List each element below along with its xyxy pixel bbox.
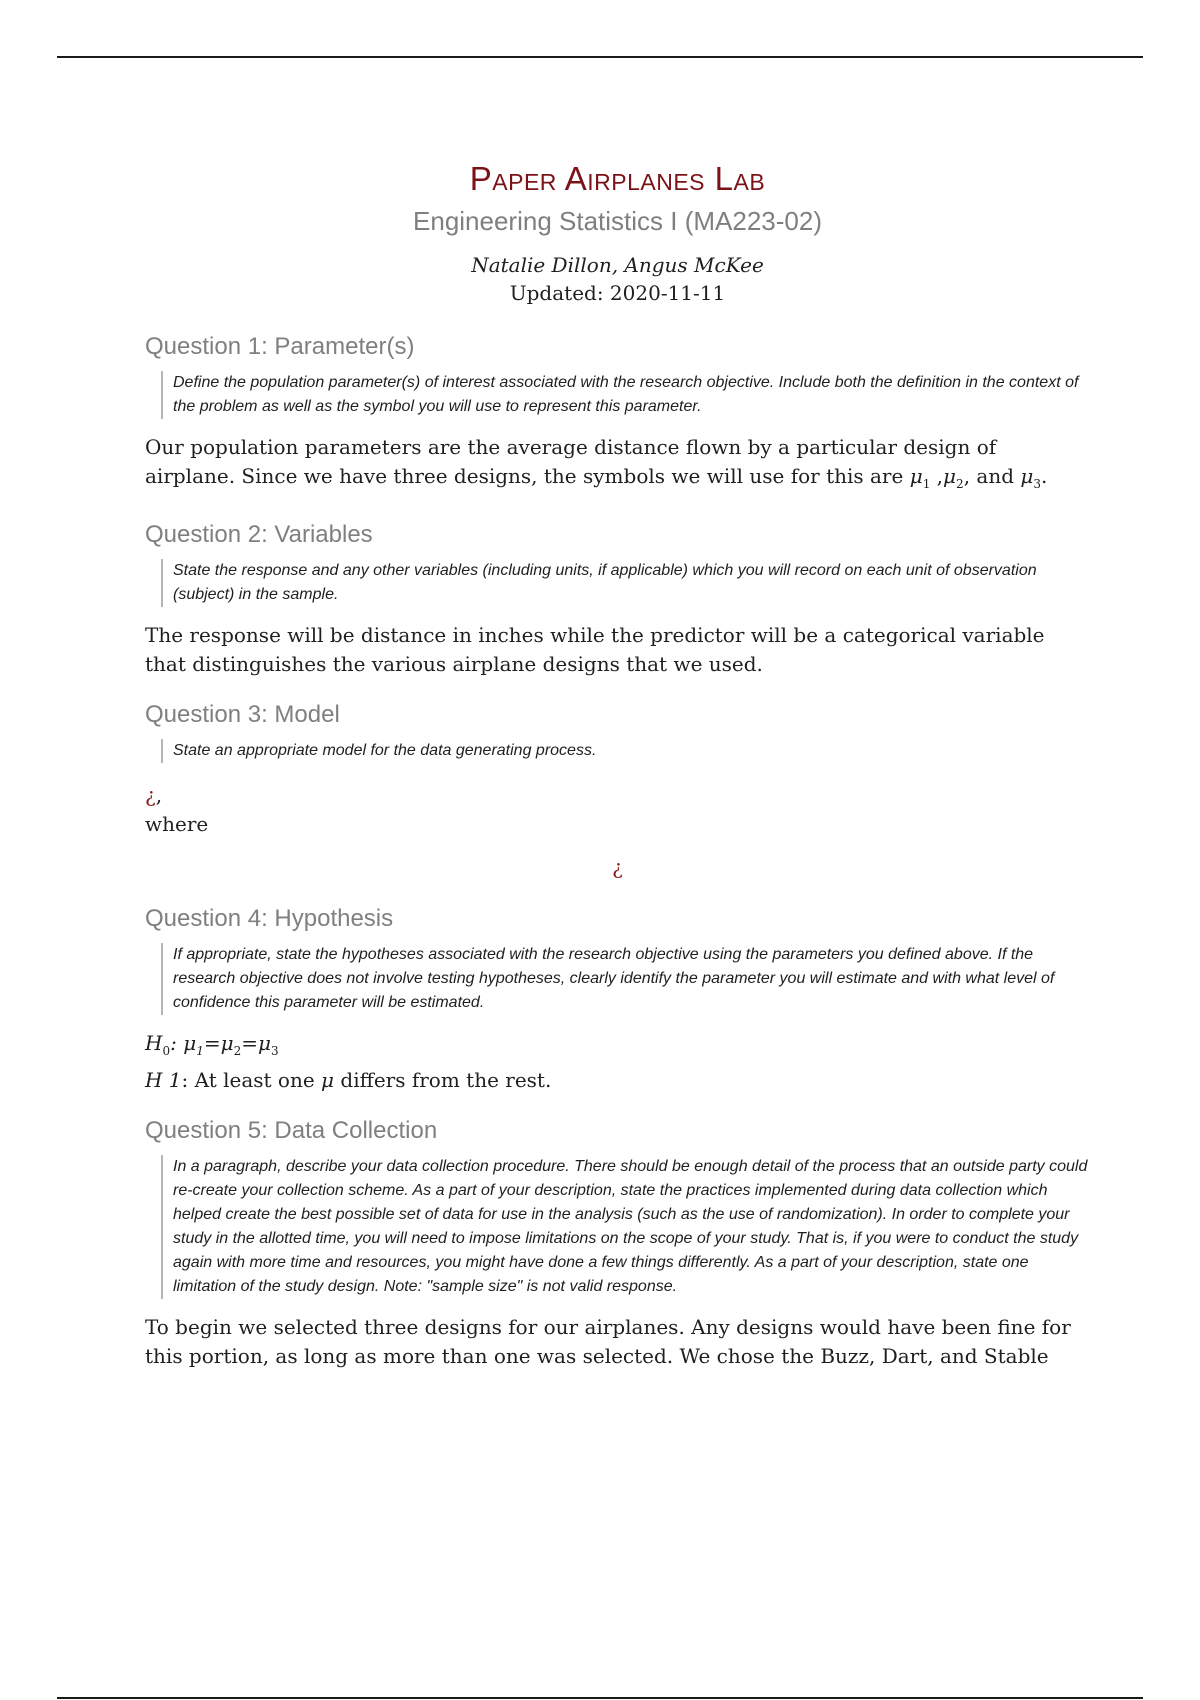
model-comma: , bbox=[155, 783, 163, 807]
bottom-rule bbox=[57, 1697, 1143, 1699]
separator-1: , bbox=[930, 464, 944, 488]
document-title: Paper Airplanes Lab bbox=[469, 160, 766, 197]
question-5-section bbox=[145, 1117, 1090, 1371]
question-2-section bbox=[145, 521, 1090, 679]
separator-2: , and bbox=[963, 464, 1021, 488]
mu-1-symbol: $\mu_1$ bbox=[909, 464, 931, 491]
question-3-where: where bbox=[145, 812, 209, 836]
h0-mu-2: μ bbox=[220, 1031, 234, 1055]
question-1-answer-text: Our population parameters are the average distance flown by a particular design of airplane. Since we have three designs, the symbols we will use for this are bbox=[145, 435, 997, 488]
h0-sub-3: 3 bbox=[271, 1044, 279, 1058]
question-3-section bbox=[145, 701, 1090, 881]
question-2-prompt: State the response and any other variables (including units, if applicable) which you will record on each unit of observation (subject) in the sample. bbox=[161, 559, 1090, 607]
mu-3-symbol: $\mu_3$ bbox=[1020, 464, 1042, 491]
model-placeholder-glyph-2: ¿ bbox=[612, 855, 623, 879]
h0-mu-3: μ bbox=[258, 1031, 271, 1055]
h1-symbol: H 1 bbox=[145, 1068, 182, 1092]
document-authors: Natalie Dillon, Angus McKee bbox=[471, 253, 764, 277]
question-2-answer: The response will be distance in inches while the predictor will be a categorical variable that distinguishes the various airplane designs that we used. bbox=[145, 623, 1045, 676]
question-3-prompt: State an appropriate model for the data generating process. bbox=[161, 739, 1090, 763]
h1-text-a: : At least one bbox=[181, 1068, 322, 1092]
question-5-answer: To begin we selected three designs for our airplanes. Any designs would have been fine for this portion, as long as more than one was selected. We chose the Buzz, Dart, and Stable bbox=[145, 1315, 1071, 1368]
h0-sub-2: 2 bbox=[233, 1044, 242, 1058]
model-placeholder-glyph: ¿ bbox=[145, 783, 156, 807]
mu-2-symbol: $\mu_2$ bbox=[943, 464, 964, 491]
sentence-end: . bbox=[1041, 464, 1048, 488]
question-4-heading: Question 4: Hypothesis bbox=[145, 905, 394, 932]
question-3-heading: Question 3: Model bbox=[145, 701, 340, 728]
question-4-prompt: If appropriate, state the hypotheses associated with the research objective using the parameters you defined above. If the research objective does not involve testing hypotheses, clearly identify the parameter you will estimate and with what level of confidence this parameter will be estimated. bbox=[161, 943, 1090, 1015]
h1-mu: μ bbox=[321, 1068, 335, 1092]
eq-1: = bbox=[203, 1031, 221, 1055]
question-5-prompt: In a paragraph, describe your data collection procedure. There should be enough detail of the process that an outside party could re-create your collection scheme. As a part of your description, state the practices implemented during data collection which helped create the best possible set of data for use in the analysis (such as the use of randomization). In order to complete your study in the allotted time, you will need to impose limitations on the scope of your study. That is, if you were to conduct the study again with more time and resources, you might have done a few things differently. As a part of your description, state one limitation of the study design. Note: "sample size" is not valid response. bbox=[161, 1155, 1090, 1299]
h0-colon-mu: : μ bbox=[170, 1031, 197, 1055]
title-block bbox=[145, 160, 1090, 307]
document-page bbox=[145, 160, 1090, 1371]
question-1-heading: Question 1: Parameter(s) bbox=[145, 333, 415, 360]
h1-text-b: differs from the rest. bbox=[334, 1068, 552, 1092]
eq-2: = bbox=[241, 1031, 258, 1055]
document-updated-date: Updated: 2020-11-11 bbox=[509, 281, 726, 305]
h0-sub-1: 1 bbox=[196, 1044, 204, 1058]
null-hypothesis bbox=[145, 1029, 1090, 1066]
document-subtitle: Engineering Statistics I (MA223-02) bbox=[413, 206, 822, 236]
question-1-section bbox=[145, 333, 1090, 499]
question-5-heading: Question 5: Data Collection bbox=[145, 1117, 438, 1144]
question-4-section bbox=[145, 905, 1090, 1095]
question-1-prompt: Define the population parameter(s) of interest associated with the research objective. Include both the definition in the context of the problem as well as the symbol you will use to represent this parameter. bbox=[161, 371, 1090, 419]
alternative-hypothesis bbox=[145, 1066, 1090, 1095]
question-2-heading: Question 2: Variables bbox=[145, 521, 373, 548]
top-rule bbox=[57, 56, 1143, 58]
question-1-answer bbox=[145, 433, 1090, 499]
h0-symbol: $H_0$ bbox=[145, 1031, 171, 1058]
question-3-model-line bbox=[145, 781, 1090, 810]
